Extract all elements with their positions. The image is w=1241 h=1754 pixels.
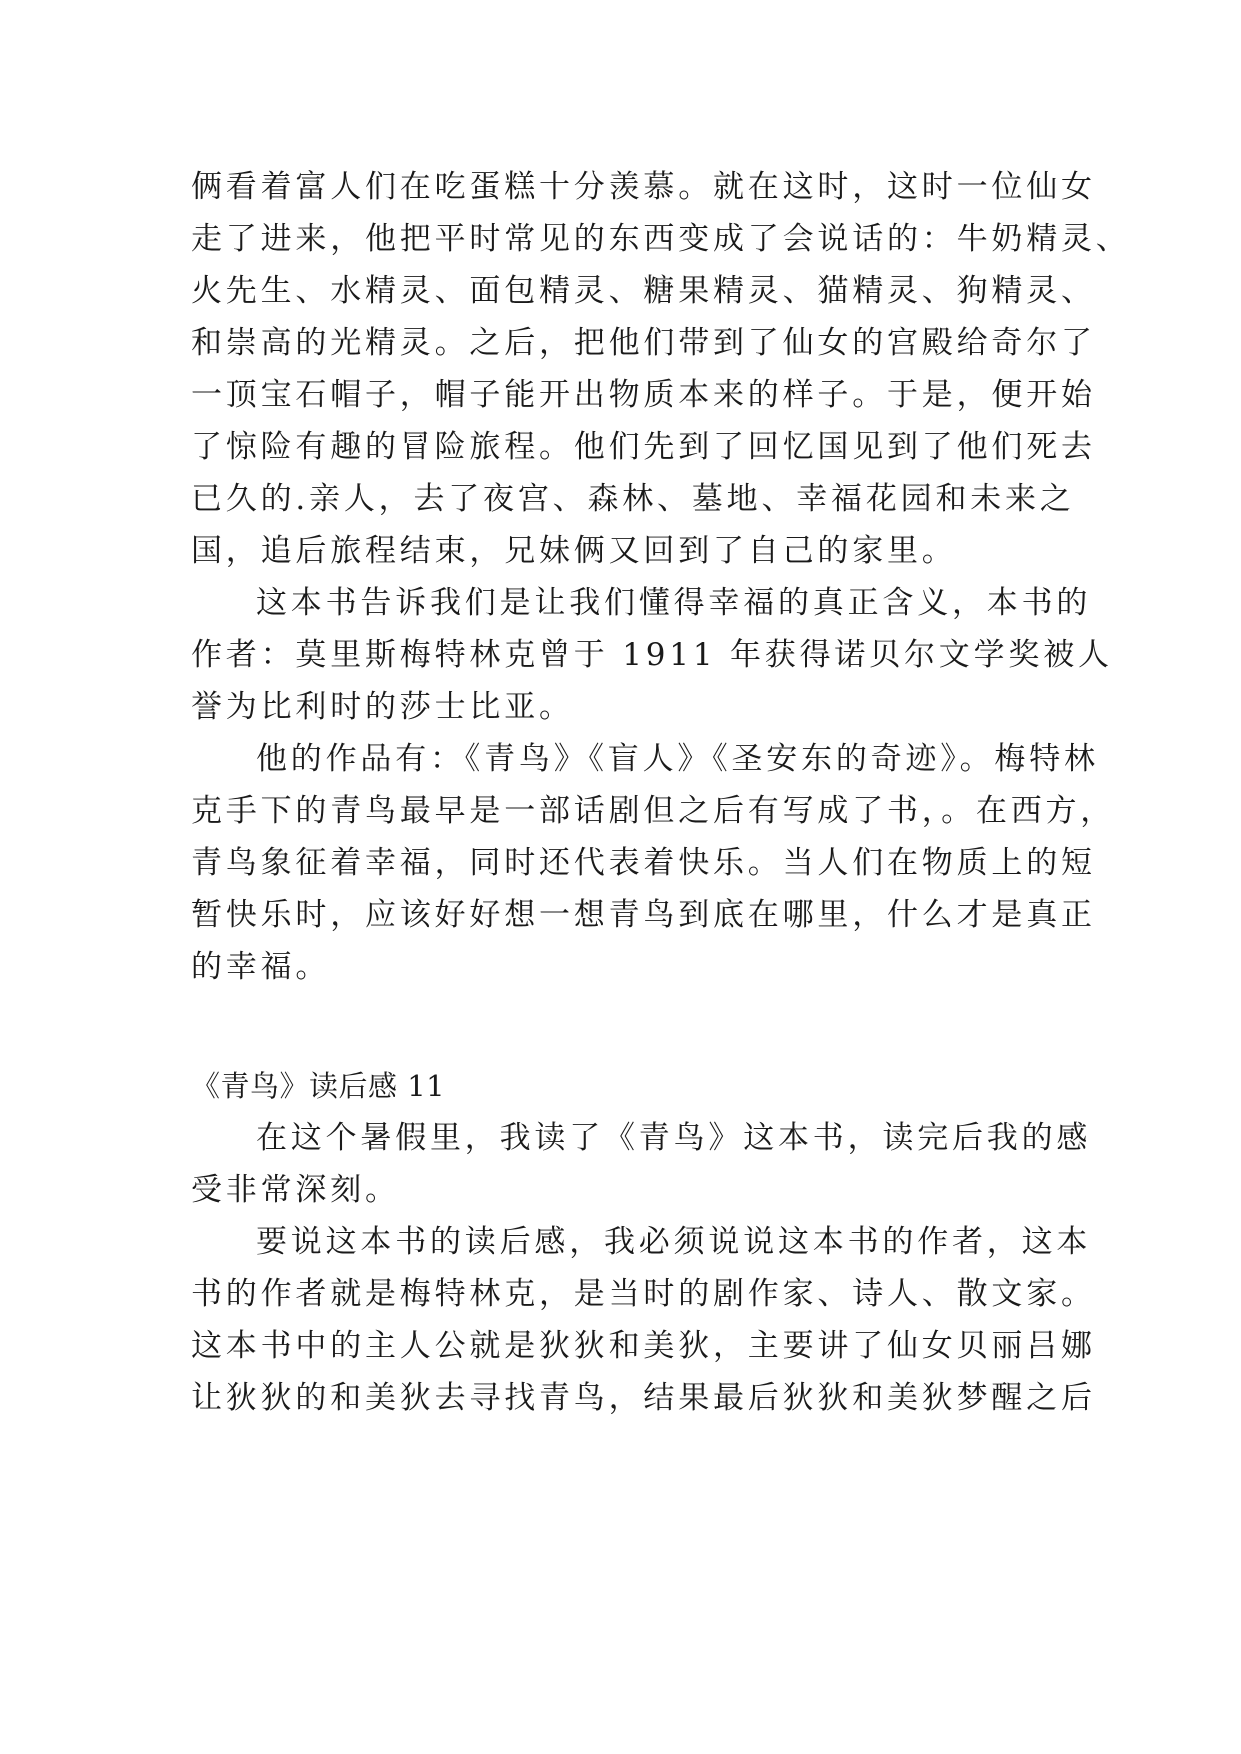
text-line: 青鸟象征着幸福，同时还代表着快乐。当人们在物质上的短 — [191, 845, 1096, 881]
text-line: 这本书告诉我们是让我们懂得幸福的真正含义，本书的 — [256, 585, 1092, 621]
text-line: 誉为比利时的莎士比亚。 — [191, 689, 574, 725]
text-line: 这本书中的主人公就是狄狄和美狄，主要讲了仙女贝丽吕娜 — [191, 1328, 1096, 1364]
text-line: 暂快乐时，应该好好想一想青鸟到底在哪里，什么才是真正 — [191, 897, 1096, 933]
section-heading: 《青鸟》读后感 11 — [191, 1069, 446, 1103]
text-line: 克手下的青鸟最早是一部话剧但之后有写成了书，。在西方， — [191, 793, 1116, 829]
text-line: 了惊险有趣的冒险旅程。他们先到了回忆国见到了他们死去 — [191, 429, 1096, 465]
text-line: 和崇高的光精灵。之后，把他们带到了仙女的宫殿给奇尔了 — [191, 325, 1096, 361]
text-line: 已久的.亲人，去了夜宫、森林、墓地、幸福花园和未来之 — [191, 481, 1075, 517]
text-line: 的幸福。 — [191, 949, 331, 985]
text-line: 要说这本书的读后感，我必须说说这本书的作者，这本 — [256, 1224, 1092, 1260]
text-line: 一顶宝石帽子，帽子能开出物质本来的样子。于是，便开始 — [191, 377, 1096, 413]
text-line: 受非常深刻。 — [191, 1172, 400, 1208]
text-line: 走了进来，他把平时常见的东西变成了会说话的：牛奶精灵、 — [191, 221, 1131, 257]
text-line: 他的作品有：《青鸟》《盲人》《圣安东的奇迹》。梅特林 — [256, 741, 1099, 777]
text-line: 国，追后旅程结束，兄妹俩又回到了自己的家里。 — [191, 533, 957, 569]
text-line: 让狄狄的和美狄去寻找青鸟，结果最后狄狄和美狄梦醒之后 — [191, 1380, 1096, 1416]
text-line: 书的作者就是梅特林克，是当时的剧作家、诗人、散文家。 — [191, 1276, 1096, 1312]
text-line: 火先生、水精灵、面包精灵、糖果精灵、猫精灵、狗精灵、 — [191, 273, 1096, 309]
text-line: 作者：莫里斯梅特林克曾于 1911 年获得诺贝尔文学奖被人 — [191, 637, 1113, 673]
text-line: 在这个暑假里，我读了《青鸟》这本书，读完后我的感 — [256, 1120, 1092, 1156]
text-line: 俩看着富人们在吃蛋糕十分羡慕。就在这时，这时一位仙女 — [191, 169, 1096, 205]
